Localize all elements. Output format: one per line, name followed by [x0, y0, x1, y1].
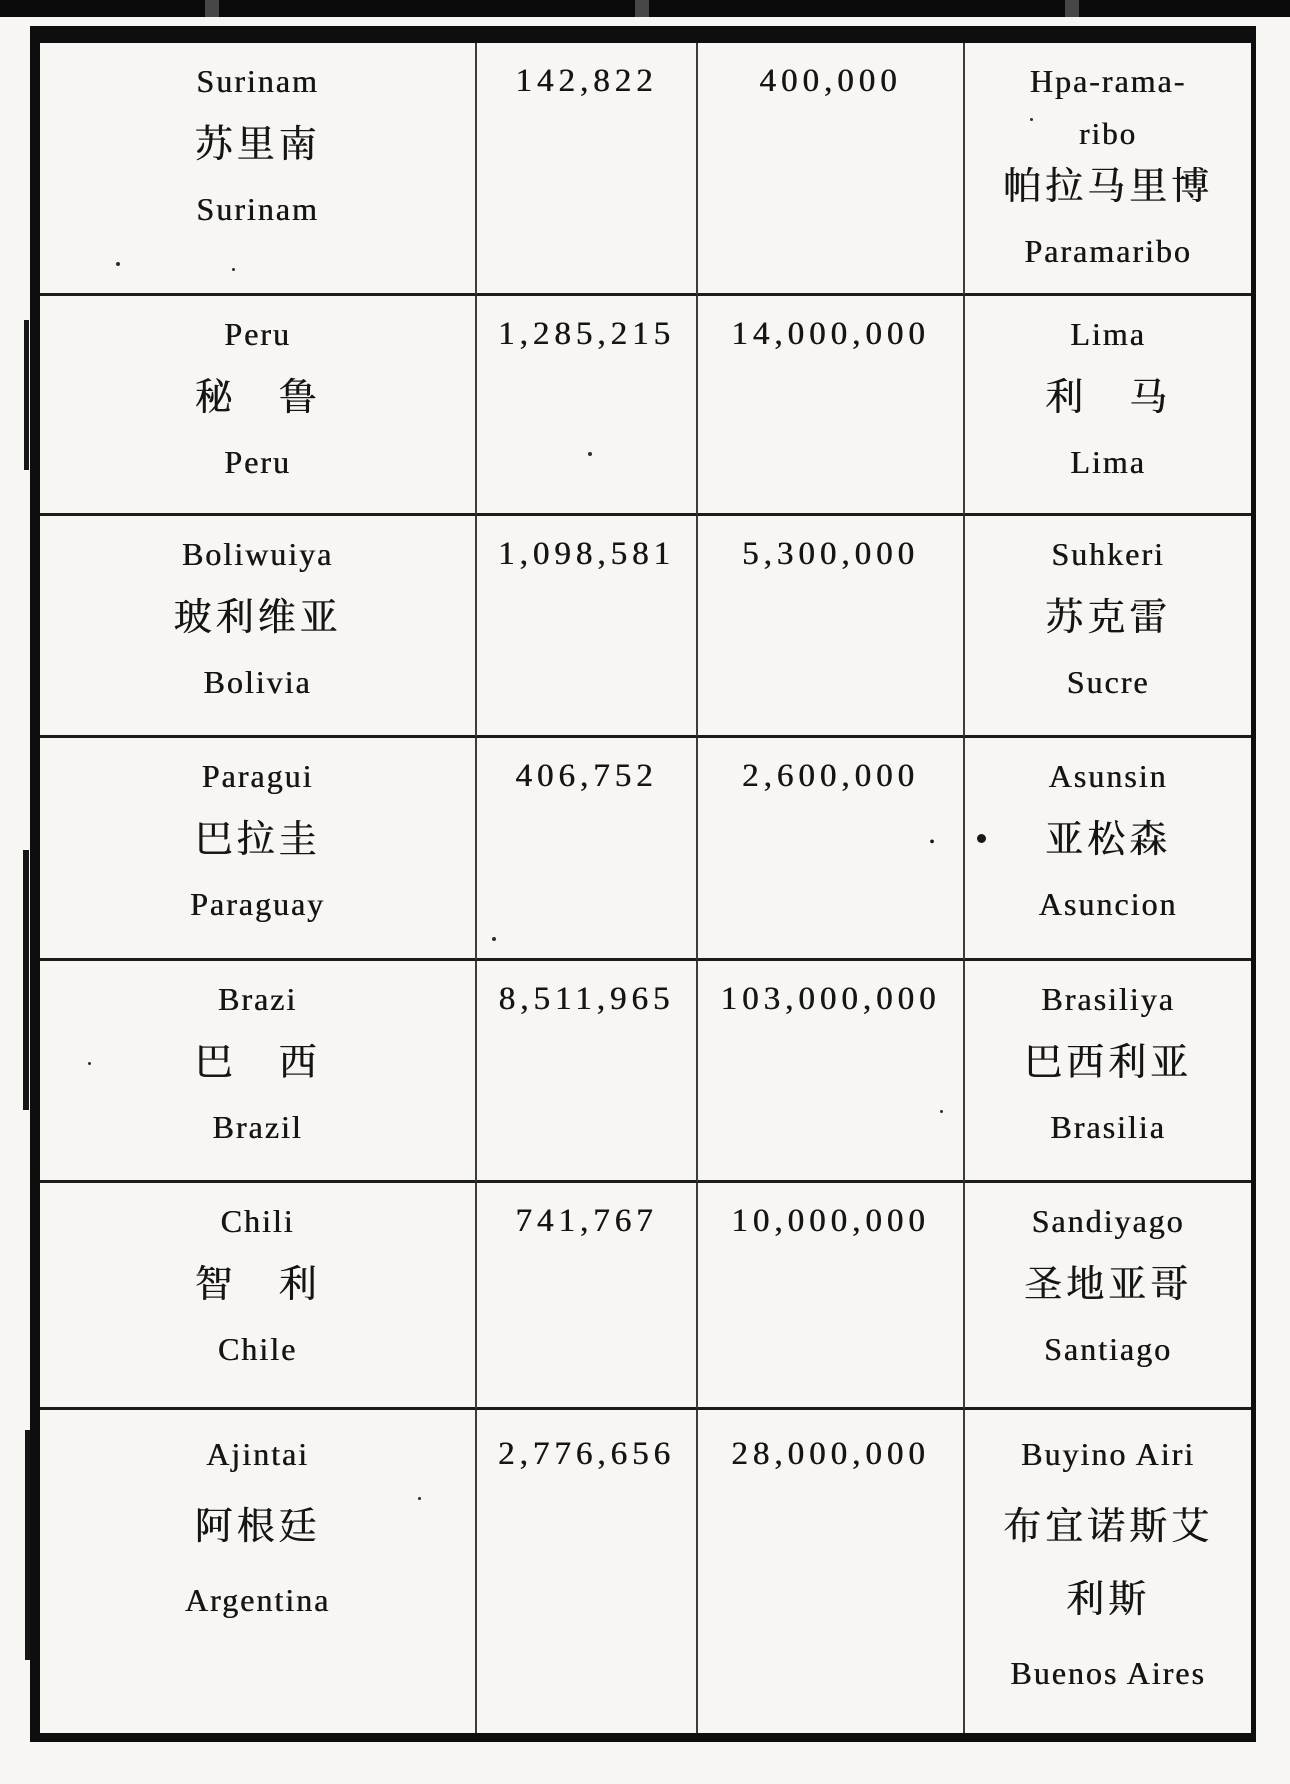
capital-chinese: 苏克雷	[1044, 597, 1171, 639]
country-chinese: 苏里南	[194, 124, 321, 166]
population-cell	[698, 516, 965, 738]
capital-romanized: Asunsin	[1048, 758, 1168, 794]
capital-romanized: Buyino Airi	[1020, 1436, 1195, 1472]
area-value: 1,098,581	[498, 536, 675, 572]
area-value: 142,822	[515, 63, 658, 99]
population-cell	[698, 738, 965, 961]
area-cell	[477, 1410, 698, 1733]
capital-cell	[965, 296, 1251, 516]
capital-chinese: 圣地亚哥	[1023, 1264, 1192, 1306]
table-border-frame	[30, 26, 1256, 1742]
country-romanized: Brazi	[217, 981, 298, 1017]
ink-dot-mark: •	[977, 834, 986, 843]
country-table	[40, 43, 1251, 1733]
population-cell	[698, 296, 965, 516]
country-english: Paraguay	[189, 886, 326, 922]
capital-cell	[965, 1183, 1251, 1410]
country-english: Peru	[224, 444, 291, 480]
capital-romanized: Lima	[1070, 316, 1146, 352]
area-cell	[477, 738, 698, 961]
scan-edge-artifact	[0, 0, 1290, 17]
country-chinese: 阿根廷	[194, 1506, 321, 1548]
area-cell	[477, 1183, 698, 1410]
capital-cell	[965, 516, 1251, 738]
capital-cell	[965, 43, 1251, 296]
country-chinese: 玻利维亚	[173, 597, 342, 639]
country-cell	[40, 1410, 477, 1733]
country-cell	[40, 738, 477, 961]
population-value: 28,000,000	[731, 1436, 930, 1472]
country-cell	[40, 516, 477, 738]
population-cell	[698, 961, 965, 1183]
area-cell	[477, 296, 698, 516]
country-cell	[40, 961, 477, 1183]
area-cell	[477, 516, 698, 738]
scan-noise-dot	[88, 1062, 91, 1065]
population-cell	[698, 1410, 965, 1733]
country-english: Bolivia	[203, 664, 312, 700]
capital-romanized: Suhkeri	[1051, 536, 1165, 572]
capital-cell	[965, 961, 1251, 1183]
capital-cell	[965, 1410, 1251, 1733]
scan-noise-dot	[588, 452, 592, 456]
capital-english: Buenos Aires	[1010, 1655, 1206, 1691]
country-chinese: 智 利	[194, 1264, 321, 1306]
capital-english: Sucre	[1066, 664, 1150, 700]
population-value: 400,000	[759, 63, 902, 99]
country-english: Argentina	[184, 1582, 331, 1618]
capital-english: Brasilia	[1050, 1109, 1166, 1145]
area-value: 1,285,215	[498, 316, 675, 352]
capital-cell	[929, 738, 1251, 961]
country-romanized: Paragui	[201, 758, 314, 794]
population-value: 2,600,000	[742, 758, 919, 794]
scan-noise-dot	[492, 937, 496, 941]
capital-english: Santiago	[1044, 1331, 1172, 1367]
country-chinese: 巴 西	[194, 1042, 321, 1084]
area-value: 741,767	[515, 1203, 658, 1239]
capital-chinese: 利 马	[1044, 377, 1171, 419]
country-english: Brazil	[212, 1109, 303, 1145]
country-cell	[40, 43, 477, 296]
country-romanized: Boliwuiya	[181, 536, 334, 572]
scan-noise-dot	[1030, 118, 1033, 121]
country-cell	[40, 1183, 477, 1410]
capital-line: Hpa-rama-	[1029, 63, 1187, 99]
country-romanized: Surinam	[196, 63, 319, 99]
scan-noise-dot	[940, 1110, 943, 1113]
country-english: Chile	[217, 1331, 298, 1367]
population-value: 14,000,000	[731, 316, 930, 352]
population-cell	[698, 43, 965, 296]
capital-english: Lima	[1070, 444, 1146, 480]
area-value: 406,752	[515, 758, 658, 794]
area-cell	[477, 961, 698, 1183]
area-value: 8,511,965	[498, 981, 675, 1017]
capital-chinese: 利斯	[1065, 1579, 1150, 1621]
country-romanized: Peru	[224, 316, 291, 352]
capital-english: Asuncion	[1038, 886, 1178, 922]
capital-chinese: 帕拉马里博	[1002, 166, 1213, 208]
capital-chinese: 巴西利亚	[1023, 1042, 1192, 1084]
scan-noise-dot	[418, 1497, 421, 1500]
population-cell	[698, 1183, 965, 1410]
scan-edge-artifact	[23, 850, 29, 1110]
country-chinese: 秘 鲁	[194, 377, 321, 419]
scan-edge-artifact	[24, 320, 29, 470]
country-romanized: Chili	[220, 1203, 295, 1239]
scan-noise-dot	[232, 268, 235, 271]
area-value: 2,776,656	[498, 1436, 675, 1472]
capital-romanized: Brasiliya	[1041, 981, 1175, 1017]
capital-line: ribo	[1079, 116, 1137, 151]
area-cell	[477, 43, 698, 296]
population-value: 5,300,000	[742, 536, 919, 572]
capital-chinese: 亚松森	[1044, 819, 1171, 861]
capital-english: Paramaribo	[1024, 233, 1192, 269]
country-chinese: 巴拉圭	[194, 819, 321, 861]
capital-chinese: 布宜诺斯艾	[1002, 1506, 1213, 1548]
country-romanized: Ajintai	[206, 1436, 309, 1472]
country-cell	[40, 296, 477, 516]
scan-noise-dot	[116, 262, 120, 266]
population-value: 103,000,000	[720, 981, 941, 1017]
scan-edge-artifact	[25, 1430, 30, 1660]
capital-romanized: Sandiyago	[1031, 1203, 1185, 1239]
country-english: Surinam	[196, 191, 319, 227]
population-value: 10,000,000	[731, 1203, 930, 1239]
